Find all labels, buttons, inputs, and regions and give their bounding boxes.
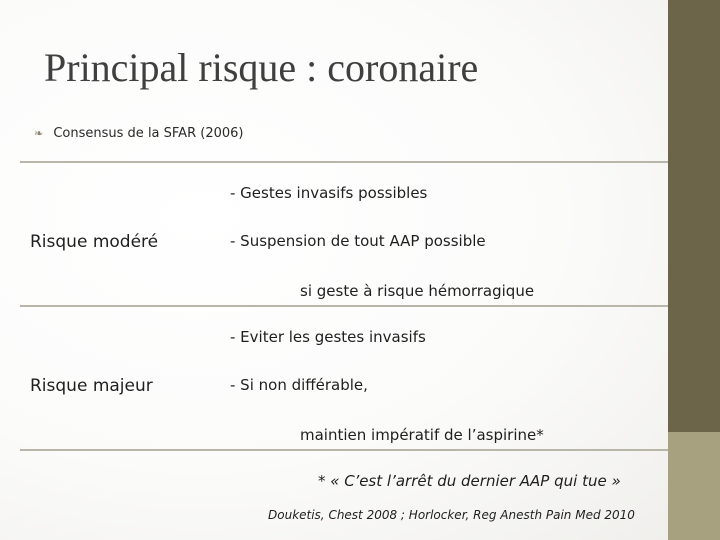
- row-major-line-2: - Si non différable,: [230, 376, 368, 394]
- row-major-line-3: maintien impératif de l’aspirine*: [300, 426, 544, 444]
- flourish-bullet-icon: ❧: [34, 127, 44, 140]
- row-moderate-category: Risque modéré: [30, 232, 159, 252]
- slide-title: Principal risque : coronaire: [44, 45, 479, 90]
- row-moderate-line-1: - Gestes invasifs possibles: [230, 184, 428, 202]
- bullet-text: Consensus de la SFAR (2006): [53, 126, 244, 141]
- table-rule-top: [20, 161, 668, 163]
- row-major-line-1: - Eviter les gestes invasifs: [230, 328, 426, 346]
- row-moderate-line-3: si geste à risque hémorragique: [300, 282, 535, 300]
- table-rule-bottom: [20, 449, 668, 451]
- footnote-quote: * « C’est l’arrêt du dernier AAP qui tue »: [318, 472, 621, 490]
- row-moderate-line-2: - Suspension de tout AAP possible: [230, 232, 486, 250]
- reference-citation: Douketis, Chest 2008 ; Horlocker, Reg Anesth Pain Med 2010: [268, 508, 635, 522]
- bullet-consensus: [34, 126, 243, 141]
- sidebar-accent-dark: [668, 0, 720, 432]
- sidebar-accent-light: [668, 432, 720, 540]
- row-major-category: Risque majeur: [30, 376, 153, 396]
- table-rule-middle: [20, 305, 668, 307]
